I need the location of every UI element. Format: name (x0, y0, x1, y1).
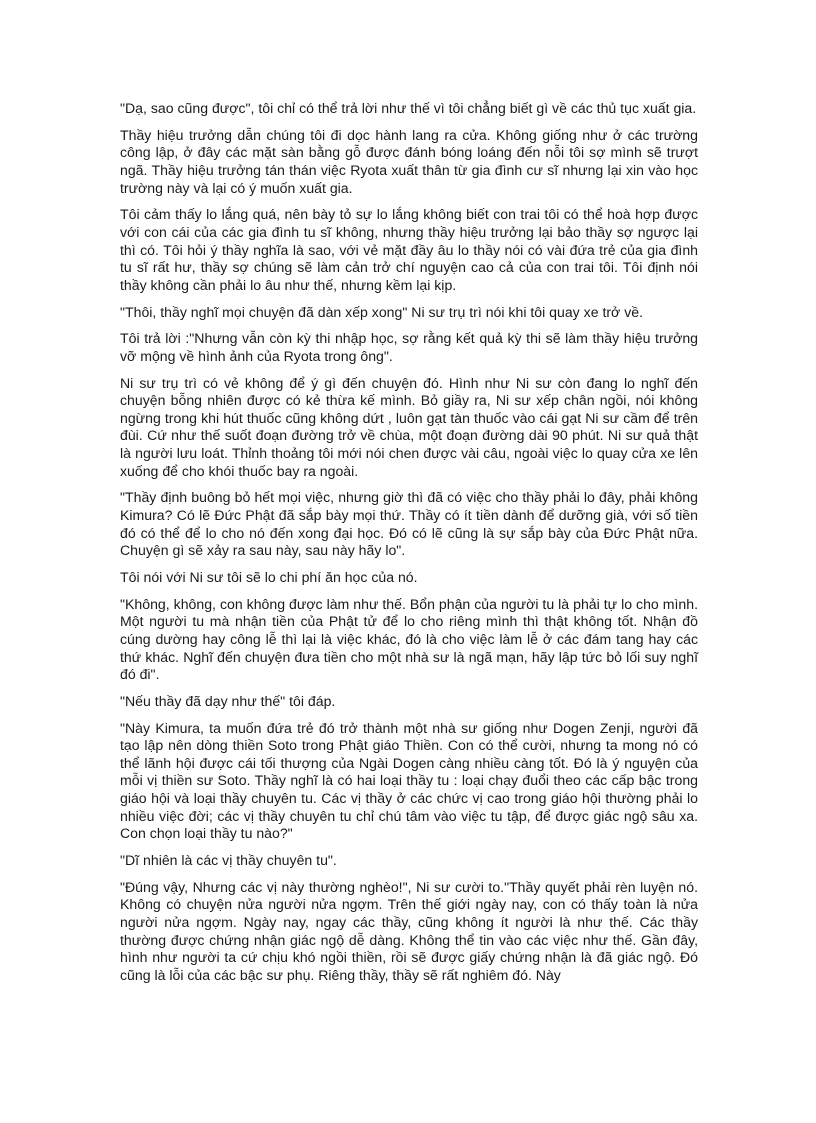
paragraph: Tôi cảm thấy lo lắng quá, nên bày tỏ sự lo lắng không biết con trai tôi có thể hoà hợp được với con cái của các gia đình tu sĩ không, nhưng thầy hiệu trưởng lại bảo thầy sợ ngược lại thì có. Tôi hỏi ý thầy nghĩa là sao, với vẻ mặt đầy âu lo thầy nói có vài đứa trẻ của gia đình tu sĩ rất hư, thầy sợ chúng sẽ làm cản trở chí nguyện cao cả của con trai tôi. Tôi định nói thầy không cần phải lo âu như thế, nhưng kềm lại kịp. (120, 206, 698, 293)
paragraph: "Không, không, con không được làm như thế. Bổn phận của người tu là phải tự lo cho mình. Một người tu mà nhận tiền của Phật tử để lo cho riêng mình thì thật không tốt. Nhận đồ cúng dường hay công lễ thì lại là việc khác, đó là cho việc làm lễ ở các đám tang hay các thứ khác. Nghĩ đến chuyện đưa tiền cho một nhà sư là ngã mạn, hãy lập tức bỏ lối suy nghĩ đó đi". (120, 595, 698, 683)
paragraph: "Này Kimura, ta muốn đứa trẻ đó trở thành một nhà sư giống như Dogen Zenji, người đã tạo lập nên dòng thiền Soto trong Phật giáo Thiền. Con có thể cười, nhưng ta mong nó có thể lãnh hội được cái tối thượng của Ngài Dogen càng nhiều càng tốt. Đó là ý nguyện của mỗi vị thiền sư Soto. Thầy nghĩ là có hai loại thầy tu : loại chạy đuổi theo các cấp bậc trong giáo hội và loại thầy chuyên tu. Các vị thầy ở các chức vị cao trong giáo hội thường phải lo nhiều việc đời; các vị thầy chuyên tu chỉ chú tâm vào việc tu tập, để được giác ngộ sâu xa. Con chọn loại thầy tu nào?" (120, 719, 698, 842)
paragraph: "Nếu thầy đã dạy như thế" tôi đáp. (120, 692, 336, 709)
paragraph: Tôi trả lời :"Nhưng vẫn còn kỳ thi nhập học, sợ rằng kết quả kỳ thi sẽ làm thầy hiệu trưởng vỡ mộng về hình ảnh của Ryota trong ông". (120, 330, 698, 364)
paragraph: "Dạ, sao cũng được", tôi chỉ có thể trả lời như thế vì tôi chẳng biết gì về các thủ tục xuất gia. (120, 100, 697, 116)
paragraph: Ni sư trụ trì có vẻ không để ý gì đến chuyện đó. Hình như Ni sư còn đang lo nghĩ đến chuyện bỗng nhiên được có kẻ thừa kế mình. Bỏ giầy ra, Ni sư xếp chân ngồi, nói không ngừng trong khi hút thuốc cũng không dứt , luôn gạt tàn thuốc vào cái gạt Ni sư cầm để trên đùi. Cứ như thế suốt đoạn đường trở về chùa, một đoạn đường dài 90 phút. Ni sư quả thật là người lưu loát. Thỉnh thoảng tôi mới nói chen được vài câu, ngoài việc lo quay cửa xe lên xuống để cho khói thuốc bay ra ngoài. (120, 374, 698, 479)
document-body (120, 100, 698, 994)
paragraph: Thầy hiệu trưởng dẫn chúng tôi đi dọc hành lang ra cửa. Không giống như ở các trường công lập, ở đây các mặt sàn bằng gỗ được đánh bóng loáng đến nỗi tôi sợ mình sẽ trượt ngã. Thầy hiệu trưởng tán thán việc Ryota xuất thân từ gia đình cư sĩ nhưng lại xin vào học trường này và lại có ý muốn xuất gia. (120, 126, 698, 196)
paragraph: "Thôi, thầy nghĩ mọi chuyện đã dàn xếp xong" Ni sư trụ trì nói khi tôi quay xe trở về. (120, 303, 644, 320)
paragraph: "Đúng vậy, Nhưng các vị này thường nghèo!", Ni sư cười to."Thầy quyết phải rèn luyện nó. Không có chuyện nửa người nửa ngợm. Trên thế giới ngày nay, con có thấy toàn là nửa người nửa ngợm. Ngày nay, ngay các thầy, cũng không ít người là như thế. Các thầy thường được chứng nhận giác ngộ dễ dàng. Không thể tin vào các việc như thế. Gần đây, hình như người ta cứ chịu khó ngồi thiền, rồi sẽ được giấy chứng nhận là đã giác ngộ. Đó cũng là lỗi của các bậc sư phụ. Riêng thầy, thầy sẽ rất nghiêm đó. Này (120, 878, 698, 983)
paragraph: "Dĩ nhiên là các vị thầy chuyên tu". (120, 852, 337, 869)
paragraph: "Thầy định buông bỏ hết mọi việc, nhưng giờ thì đã có việc cho thầy phải lo đây, phải không Kimura? Có lẽ Đức Phật đã sắp bày mọi thứ. Thầy có ít tiền dành để dưỡng già, với số tiền đó có thể để lo cho nó đến xong đại học. Đó có lẽ cũng là sự sắp bày của Đức Phật nữa. Chuyện gì sẽ xảy ra sau này, sau này hãy lo". (120, 489, 698, 559)
paragraph: Tôi nói với Ni sư tôi sẽ lo chi phí ăn học của nó. (120, 568, 418, 585)
